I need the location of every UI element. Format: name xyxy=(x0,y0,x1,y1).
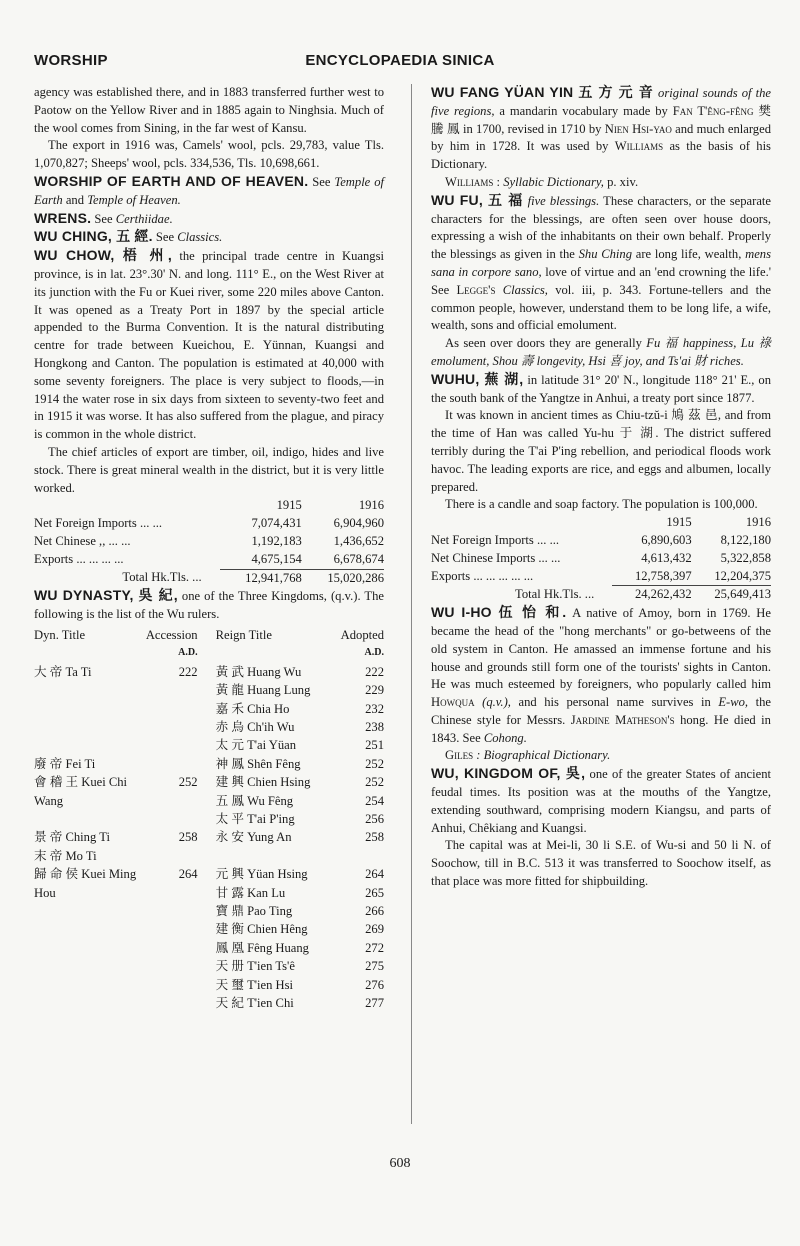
page-number: 608 xyxy=(389,1156,411,1171)
table-row: 廢 帝 Fei Ti 神 鳳 Shên Fêng 252 xyxy=(34,756,384,771)
table-row: 天 紀 T'ien Chi 277 xyxy=(215,996,384,1011)
table-row: Net Chinese Imports ... ... 4,613,432 5,322,858 xyxy=(431,550,771,565)
entry-wrens: WRENS. See Certhiidae. xyxy=(34,209,173,226)
table-header: Dyn. Title Accession Reign Title Adopted xyxy=(34,627,384,642)
table-row: 鳳 凰 Fêng Huang 272 xyxy=(215,940,384,955)
cross-reference[interactable]: Classics. xyxy=(177,230,223,245)
headword: WU DYNASTY, 吳 紀, xyxy=(34,587,178,604)
table-row: 太 平 T'ai P'ing 256 xyxy=(215,811,384,826)
trade-table-wuchow: 1915 1916 Net Foreign Imports ... ... 7,074,431 6,904,960 Net Chinese ,, ... ... 1,192,183 1,436,652 Exports ... ... ... ... 4,675,154 6,678,674 Total Hk.Tls. ... 12,941,768 15,020,286 xyxy=(34,497,384,587)
running-header-title: ENCYCLOPAEDIA SINICA xyxy=(305,52,495,69)
headword: WU CHOW, 梧 州, xyxy=(34,247,172,264)
cross-reference[interactable]: Cohong. xyxy=(483,730,527,745)
table-row: 歸 命 侯 Kuei Ming 264 元 興 Yüan Hsing 264 xyxy=(34,867,384,882)
table-row: 景 帝 Ching Ti 258 永 安 Yung An 258 xyxy=(34,830,384,845)
entry-worship: WORSHIP OF EARTH AND OF HEAVEN. See Temple of Earth and Temple of Heaven. xyxy=(34,172,384,207)
table-row: Net Foreign Imports ... ... 6,890,603 8,122,180 xyxy=(431,532,771,547)
trade-table-wuhu: 1915 1916 Net Foreign Imports ... ... 6,890,603 8,122,180 Net Chinese Imports ... ... 4,613,432 5,322,858 Exports ... ... ... ... ... 12,758,397 12,204,375 Total Hk.Tls. ... 24,262,432 25,649,413 xyxy=(431,514,771,604)
headword: WU, KINGDOM OF, 吳, xyxy=(431,765,586,782)
entry-wu-kingdom: WU, KINGDOM OF, 吳, one of the greater States of ancient feudal times. Its position was at the mouths of the Yangtze, extending southward, comprising modern Kiangsu, and parts of Anhui, Chêkiang and Kuangsi. xyxy=(431,765,771,835)
running-header-left: WORSHIP xyxy=(34,52,108,69)
entry-wu-ching: WU CHING, 五 經. See Classics. xyxy=(34,228,223,245)
cross-reference[interactable]: Temple of Heaven. xyxy=(87,192,181,207)
cross-reference[interactable]: Temple of Earth xyxy=(34,174,384,207)
column-divider xyxy=(411,84,412,1124)
headword: WU FANG YÜAN YIN 五 方 元 音 xyxy=(431,84,654,100)
table-row: 寶 鼎 Pao Ting 266 xyxy=(215,904,384,918)
headword: WU CHING, 五 經. xyxy=(34,228,153,245)
entry-wu-fang-yuan-yin: WU FANG YÜAN YIN 五 方 元 音 original sounds of the five regions, a mandarin vocabulary made by Fan T'êng-fêng 樊 騰 鳳 in 1700, revised in 1710 by Nien Hsi-yao and much enlarged by him in 1728. It was used by Williams as the basis of his Dictionary. xyxy=(431,84,771,172)
table-row: 大 帝 Ta Ti 222 黃 武 Huang Wu 222 xyxy=(34,664,384,679)
table-row: 赤 烏 Ch'ih Wu 238 xyxy=(215,719,384,734)
paragraph: agency was established there, and in 1883 transferred further west to Paotow on the Yellow River and in 1885 again to Ninghsia. Much of the wool comes from Sining, in the far west of Kansu. xyxy=(34,85,384,135)
table-row: Wang 五 鳳 Wu Fêng 254 xyxy=(34,793,384,808)
paragraph: The chief articles of export are timber, oil, indigo, hides and live stock. There is great mineral wealth in the district, but it is very little worked. xyxy=(34,444,384,495)
cross-reference[interactable]: Certhiidae. xyxy=(115,211,173,226)
table-row: 天 册 T'ien Ts'ê 275 xyxy=(215,959,384,974)
table-row: Net Foreign Imports ... ... 7,074,431 6,904,960 xyxy=(34,516,384,531)
entry-wu-fu: WU FU, 五 福 five blessings. These characters, or the separate characters for the blessings, are often seen over house doors, expressing a wish of the inhabitants on their own behalf. Properly the blessings as given in the Shu Ching are long life, wealth, mens sana in corpore sano, love of virtue and an 'end crowning the life.' See Legge's Classics, vol. iii, p. 343. Fortune-tellers and the common people, however, understand them to be long life, a wife, wealth, sons and official emolument. xyxy=(431,191,772,333)
paragraph: The capital was at Mei-li, 30 li S.E. of Wu-si and 50 li N. of Soochow, till in B.C. 513 it was transferred to Soochow itself, as that place was more fitted for shipbuilding. xyxy=(431,838,771,889)
headword: WRENS. xyxy=(34,209,92,226)
table-row: 太 元 T'ai Yüan 251 xyxy=(215,738,384,753)
table-row: 會 稽 王 Kuei Chi 252 建 興 Chien Hsing 252 xyxy=(34,775,384,790)
right-column xyxy=(431,84,771,891)
table-row: Exports ... ... ... ... ... 12,758,397 12,204,375 xyxy=(431,568,771,583)
table-row: Net Chinese ,, ... ... 1,192,183 1,436,652 xyxy=(34,533,384,548)
table-row: Exports ... ... ... ... 4,675,154 6,678,674 xyxy=(34,551,384,566)
table-row: 建 衡 Chien Hêng 269 xyxy=(215,922,384,937)
headword: WU I-HO 伍 怡 和. xyxy=(431,604,567,621)
entry-wu-chow: WU CHOW, 梧 州, the principal trade centre in Kuangsi province, is in lat. 23°.30' N. and long. 111° E., on the West River at its junction with the Fu or Kuei river, some 220 miles above Canton. It was opened as a Treaty Port in 1897 by the special article appended to the Burma Convention. It is the natural distributing centre for trade between Kueichou, E. Yünnan, Kuangsi and Hongkong and Canton. The population is estimated at 40,000 with some seventy foreigners. The place is very subject to floods,—in 1914 the water rose in six days from sixteen to seventy-two feet and in 1915 it was worse. It has also suffered from the plague, and piracy is common in the whole district. xyxy=(34,247,384,442)
table-row: 天 璽 T'ien Hsi 276 xyxy=(215,977,384,992)
table-row: 嘉 禾 Chia Ho 232 xyxy=(215,701,384,716)
reference: Giles : Biographical Dictionary. xyxy=(445,748,611,763)
left-column xyxy=(34,84,384,1012)
paragraph: As seen over doors they are generally Fu 福 happiness, Lu 祿 emolument, Shou 壽 longevity, Hsi 喜 joy, and Ts'ai 財 riches. xyxy=(431,336,771,368)
paragraph: It was known in ancient times as Chiu-tzŭ-i 鳩 茲 邑, and from the time of Han was called Yu-hu 于 湖. The district suffered terribly during the T'ai P'ing rebellion, and periodical floods work havoc. The leading exports are rice, and eggs and albumen, locally prepared. xyxy=(431,408,771,494)
reference: Williams : Syllabic Dictionary, p. xiv. xyxy=(445,174,639,189)
entry-wu-dynasty: WU DYNASTY, 吳 紀, one of the Three Kingdoms, (q.v.). The following is the list of the Wu rulers. xyxy=(34,587,384,622)
headword: WORSHIP OF EARTH AND OF HEAVEN. xyxy=(34,172,309,189)
headword: WUHU, 蕪 湖, xyxy=(431,370,524,387)
paragraph: The export in 1916 was, Camels' wool, pcls. 29,783, value Tls. 1,070,827; Sheeps' wool, pcls. 334,536, Tls. 10,698,661. xyxy=(34,138,384,171)
table-total-row: Total Hk.Tls. ... 12,941,768 15,020,286 xyxy=(34,569,384,587)
table-row: 黃 龍 Huang Lung 229 xyxy=(215,683,384,698)
table-row: 末 帝 Mo Ti xyxy=(34,848,97,863)
entry-wu-i-ho: WU I-HO 伍 怡 和. A native of Amoy, born in 1769. He became the head of the "hong merchants" or go-betweens of the old system in Canton. He amassed an immense fortune and his house and grounds still form one of the tourists' sights in Canton. He was much esteemed by foreigners, who popularly called him Howqua (q.v.), and his personal name survives in E-wo, the Chinese style for Messrs. Jardine Matheson's hong. He died in 1843. See Cohong. xyxy=(431,604,771,745)
paragraph: There is a candle and soap factory. The population is 100,000. xyxy=(445,497,758,512)
table-row: Hou 甘 露 Kan Lu 265 xyxy=(34,885,384,900)
headword: WU FU, 五 福 xyxy=(431,191,524,208)
table-total-row: Total Hk.Tls. ... 24,262,432 25,649,413 xyxy=(431,586,771,604)
entry-wuhu: WUHU, 蕪 湖, in latitude 31° 20' N., longitude 118° 21' E., on the south bank of the Yangtze in Anhui, a treaty port since 1877. xyxy=(431,370,771,405)
rulers-table: Dyn. Title Accession Reign Title Adopted A.D. A.D. 大 帝 Ta Ti 222 黃 武 Huang Wu 222 黃 龍 Huang Lung 229 嘉 禾 Chia Ho 232 赤 烏 Ch'ih Wu 238 太 元 T'ai Yüan 251 廢 帝 Fei Ti 神 鳳 Shên Fêng 252 會 稽 王 Kuei Chi 252 建 興 Chien Hsing 252 Wang 五 鳳 Wu Fêng 254 太 平 T'ai P'ing 256 景 帝 Ching Ti 258 永 安 Yung An 258 末 帝 Mo Ti 歸 命 侯 Kuei Ming 264 元 興 Yüan Hsing 264 Hou 甘 露 Kan Lu 265 寶 鼎 Pao Ting 266 建 衡 Chien Hêng 269 鳳 凰 Fêng Huang 272 天 册 T'ien Ts'ê 275 天 璽 T'ien Hsi 276 天 紀 T'ien Chi 277 xyxy=(34,626,384,1013)
